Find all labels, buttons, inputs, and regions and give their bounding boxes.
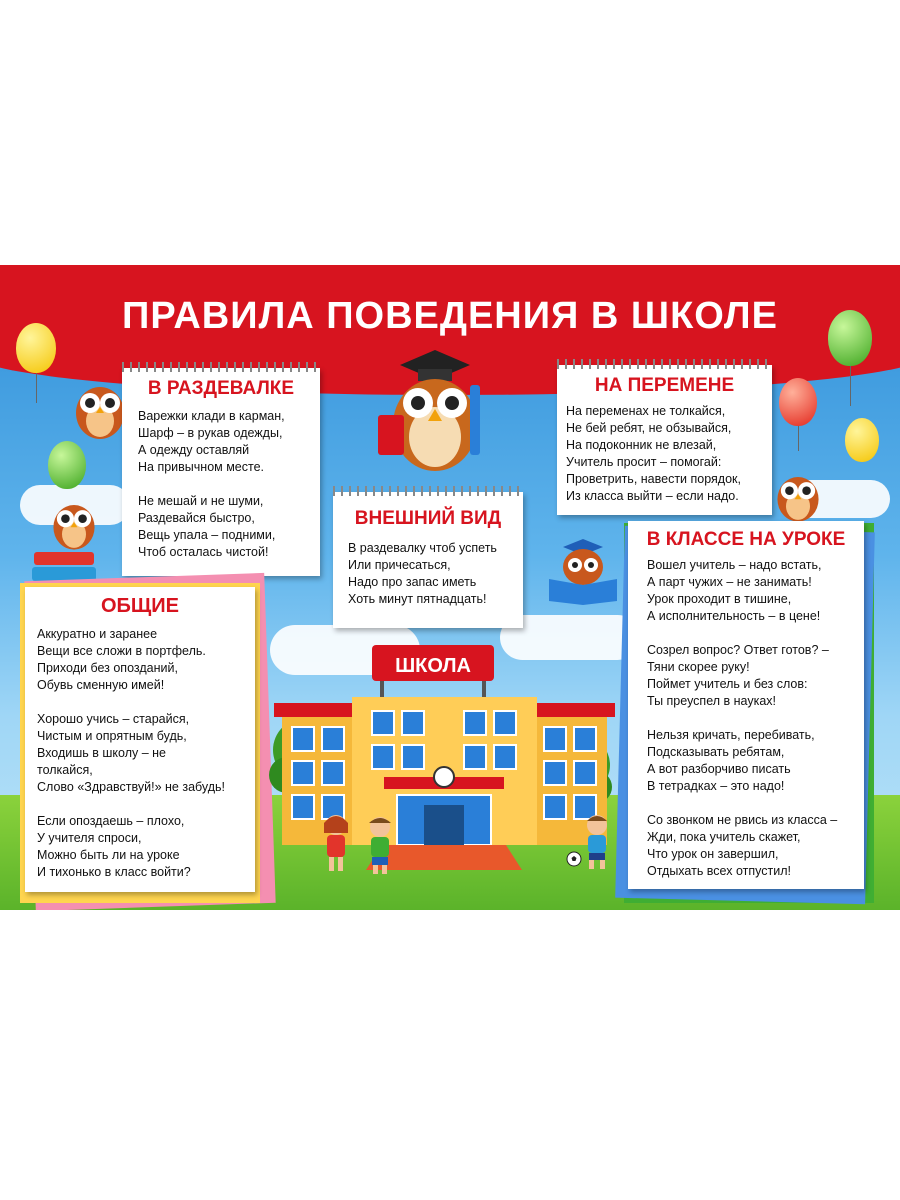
card-break-text: На переменах не толкайся, Не бей ребят, не обзывайся, На подоконник не влезай, Учитель просит – помогай: Проветрить, навести порядок, Из класса выйти – если надо. bbox=[566, 404, 741, 503]
child-icon bbox=[362, 815, 398, 875]
balloon-icon bbox=[16, 323, 56, 373]
card-cloakroom-heading: В РАЗДЕВАЛКЕ bbox=[147, 378, 295, 399]
card-lesson bbox=[628, 521, 864, 889]
card-lesson-text: Вошел учитель – надо встать, А парт чужих – не занимать! Урок проходит в тишине, А исполнительность – в цене! Созрел вопрос? Ответ готов? – Тяни скорее руку! Поймет учитель и без слов: Ты преуспел в науках! Нельзя кричать, перебивать, Подсказывать ребятам, А вот разборчиво писать В тетрадках – это надо! Со звонком не рвись из класса – Жди, пока учитель скажет, Что урок он завершил, Отдыхать всех отпустил! bbox=[647, 558, 838, 878]
card-lesson-heading: В КЛАССЕ НА УРОКЕ bbox=[646, 529, 846, 550]
notepad-rings bbox=[122, 362, 320, 372]
owl-reading-icon bbox=[545, 535, 620, 605]
soccer-ball-icon bbox=[566, 851, 582, 867]
balloon-string bbox=[798, 426, 799, 451]
owl-icon bbox=[768, 465, 828, 525]
balloon-icon bbox=[48, 441, 86, 489]
owl-professor-icon bbox=[370, 345, 500, 475]
poster bbox=[0, 265, 900, 910]
card-cloakroom bbox=[122, 368, 320, 576]
card-cloakroom-text: Варежки клади в карман, Шарф – в рукав одежды, А одежду оставляй На привычном месте. Не мешай и не шуми, Раздевайся быстро, Вещь упала – подними, Чтоб осталась чистой! bbox=[138, 409, 285, 559]
notepad-rings bbox=[557, 359, 772, 369]
card-appearance bbox=[333, 492, 523, 628]
card-general-text: Аккуратно и заранее Вещи все сложи в портфель. Приходи без опозданий, Обувь сменную имей! Хорошо учись – старайся, Чистым и опрятным будь, Входишь в школу – не толкайся, Слово «Здравствуй!» не забудь! Если опоздаешь – плохо, У учителя спроси, Можно быть ли на уроке И тихонько в класс войти? bbox=[37, 627, 226, 879]
page-title: ПРАВИЛА ПОВЕДЕНИЯ В ШКОЛЕ bbox=[122, 295, 778, 337]
card-appearance-text: В раздевалку чтоб успеть Или причесаться, Надо про запас иметь Хоть минут пятнадцать! bbox=[348, 541, 497, 606]
card-general-heading: ОБЩИЕ bbox=[100, 595, 180, 617]
card-general bbox=[25, 587, 255, 892]
balloon-icon bbox=[779, 378, 817, 426]
balloon-string bbox=[850, 366, 851, 406]
owl-icon bbox=[44, 493, 104, 553]
card-break-heading: НА ПЕРЕМЕНЕ bbox=[594, 375, 735, 396]
balloon-string bbox=[36, 373, 37, 403]
card-appearance-heading: ВНЕШНИЙ ВИД bbox=[354, 508, 502, 529]
child-icon bbox=[577, 813, 615, 869]
notepad-rings bbox=[333, 486, 523, 496]
balloon-icon bbox=[828, 310, 872, 366]
balloon-icon bbox=[845, 418, 879, 462]
card-break bbox=[557, 365, 772, 515]
child-icon bbox=[318, 813, 354, 873]
school-sign: ШКОЛА bbox=[395, 655, 471, 677]
